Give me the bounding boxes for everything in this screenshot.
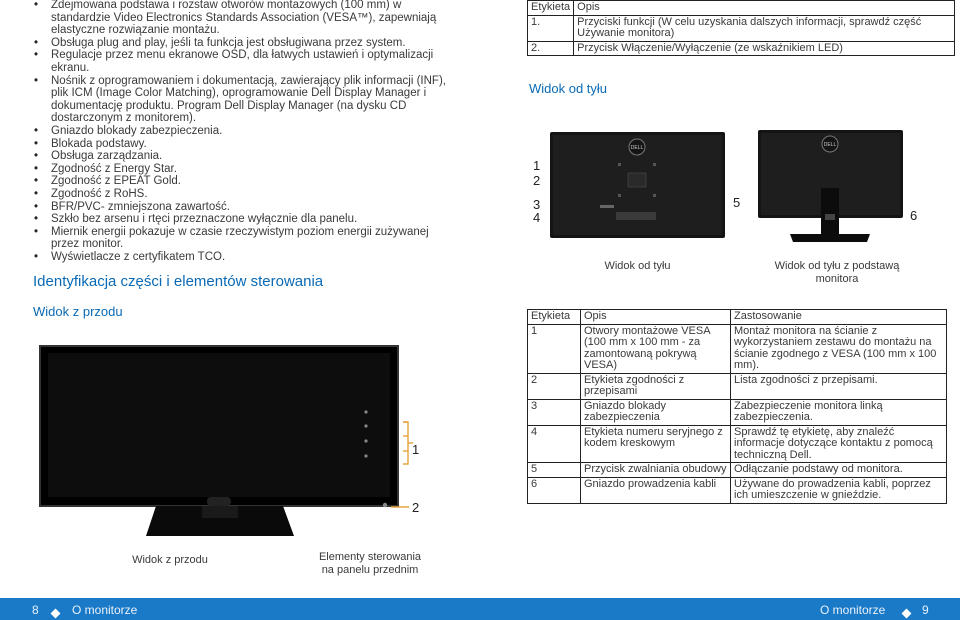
- back-callout-3: 3: [533, 197, 541, 212]
- feature-item: • Regulacje przez menu ekranowe OSD, dla łatwych ustawień i optymalizacji ekranu.: [34, 49, 454, 74]
- table-header: Etykieta: [528, 310, 581, 325]
- stand-neck-icon: [821, 188, 839, 236]
- back-callout-5: 5: [733, 195, 741, 210]
- feature-item: • Gniazdo blokady zabezpieczenia.: [34, 125, 454, 138]
- feature-item: • Zgodność z Energy Star.: [34, 163, 454, 176]
- back-parts-table: [527, 309, 947, 504]
- feature-item: • Zgodność z RoHS.: [34, 188, 454, 201]
- regulatory-label-icon: [628, 173, 646, 187]
- feature-item: • Szkło bez arsenu i rtęci przeznaczone wyłącznie dla panelu.: [34, 213, 454, 226]
- feature-list: [34, 0, 454, 263]
- dell-logo-icon: [207, 497, 231, 506]
- right-footer-text: O monitorze: [820, 603, 886, 617]
- back-caption-left: Widok od tyłu: [604, 260, 671, 272]
- table-cell: 1.: [528, 15, 574, 41]
- table-header: Etykieta: [528, 1, 574, 16]
- feature-list-container: [34, 0, 454, 263]
- table-row: [528, 41, 955, 56]
- svg-text:DELL: DELL: [630, 145, 644, 151]
- front-controls-caption: Elementy sterowania na panelu przednim: [318, 551, 422, 576]
- barcode-label-icon: [616, 212, 656, 220]
- front-parts-table: [527, 0, 955, 56]
- back-callout-2: 2: [533, 173, 541, 188]
- feature-item: • Wyświetlacze z certyfikatem TCO.: [34, 251, 454, 264]
- table-cell: Etykieta numeru seryjnego z kodem kreskowym: [581, 425, 731, 463]
- table-row: [528, 463, 947, 478]
- left-page-number: 8: [32, 603, 39, 617]
- table-cell: Etykieta zgodności z przepisami: [581, 373, 731, 399]
- feature-item: • Blokada podstawy.: [34, 138, 454, 151]
- table-row: [528, 425, 947, 463]
- front-monitor-caption: Widok z przodu: [132, 554, 208, 566]
- feature-item: • Obsługa plug and play, jeśli ta funkcja jest obsługiwana przez system.: [34, 37, 454, 50]
- page-footer: [0, 598, 960, 620]
- cable-slot-icon: [825, 214, 835, 220]
- back-callout-1: 1: [533, 158, 541, 173]
- left-footer-text: O monitorze: [72, 603, 138, 617]
- table-row: [528, 477, 947, 503]
- back-caption-right: Widok od tyłu z podstawą monitora: [774, 260, 900, 285]
- feature-item: • Zgodność z EPEAT Gold.: [34, 175, 454, 188]
- table-cell: 2.: [528, 41, 574, 56]
- table-header-row: [528, 1, 955, 16]
- front-callout-1: 1: [412, 442, 420, 457]
- table-cell: 2: [528, 373, 581, 399]
- feature-item: • Nośnik z oprogramowaniem i dokumentacją, zawierający plik informacji (INF), plik ICM (Image Color Matching), oprogramowanie Dell Display Manager i dokumentację produktu. Program Dell Display Manager (na dysku CD dostarczonym z monitorem).: [34, 75, 454, 125]
- table-cell: Przycisk Włączenie/Wyłączenie (ze wskaźnikiem LED): [574, 41, 955, 56]
- table-row: [528, 15, 955, 41]
- table-row: [528, 399, 947, 425]
- feature-item: • BFR/PVC- zmniejszona zawartość.: [34, 201, 454, 214]
- table-cell: 6: [528, 477, 581, 503]
- feature-item: • Obsługa zarządzania.: [34, 150, 454, 163]
- table-cell: Montaż monitora na ścianie z wykorzystaniem zestawu do montażu na ścianie zgodnego z VESA (100 mm x 100 mm).: [731, 324, 947, 373]
- table-row: [528, 373, 947, 399]
- front-callout-2: 2: [412, 500, 420, 515]
- table-header: Zastosowanie: [731, 310, 947, 325]
- table-cell: Otwory montażowe VESA (100 mm x 100 mm - za zamontowaną pokrywą VESA): [581, 324, 731, 373]
- table-cell: Gniazdo prowadzenia kabli: [581, 477, 731, 503]
- right-page-number: 9: [922, 603, 929, 617]
- table-row: [528, 324, 947, 373]
- back-monitor-illustration: [550, 128, 730, 248]
- section-title: Identyfikacja części i elementów sterowania: [33, 273, 324, 290]
- power-button-icon: [383, 503, 387, 507]
- back-view-title: Widok od tyłu: [529, 81, 608, 96]
- table-cell: Przyciski funkcji (W celu uzyskania dalszych informacji, sprawdź część Używanie monitora): [574, 15, 955, 41]
- table-header: Opis: [581, 310, 731, 325]
- table-cell: 3: [528, 399, 581, 425]
- front-monitor-illustration: [36, 340, 446, 550]
- table-cell: Używane do prowadzenia kabli, poprzez ich umieszczenie w gnieździe.: [731, 477, 947, 503]
- table-cell: 5: [528, 463, 581, 478]
- front-view-title: Widok z przodu: [33, 304, 123, 319]
- feature-item: • Miernik energii pokazuje w czasie rzeczywistym poziom energii zużywanej przez monitor.: [34, 226, 454, 251]
- table-cell: 4: [528, 425, 581, 463]
- back-callout-6: 6: [910, 208, 918, 223]
- svg-text:DELL: DELL: [823, 142, 837, 148]
- back-monitor-stand-illustration: [755, 128, 918, 248]
- table-cell: Przycisk zwalniania obudowy: [581, 463, 731, 478]
- table-cell: Zabezpieczenie monitora linką zabezpieczenia.: [731, 399, 947, 425]
- security-slot-icon: [600, 205, 614, 208]
- table-cell: Gniazdo blokady zabezpieczenia: [581, 399, 731, 425]
- table-cell: Lista zgodności z przepisami.: [731, 373, 947, 399]
- table-header-row: [528, 310, 947, 325]
- stand-base-icon: [790, 234, 870, 242]
- table-cell: 1: [528, 324, 581, 373]
- table-cell: Odłączanie podstawy od monitora.: [731, 463, 947, 478]
- back-callout-4: 4: [533, 210, 541, 225]
- feature-item: • Zdejmowana podstawa i rozstaw otworów montażowych (100 mm) w standardzie Video Electronics Standards Association (VESA™), zapewniają elastyczne rozwiązanie montażu.: [34, 0, 454, 37]
- table-cell: Sprawdź tę etykietę, aby znaleźć informacje dotyczące kontaktu z pomocą techniczną Dell.: [731, 425, 947, 463]
- table-header: Opis: [574, 1, 955, 16]
